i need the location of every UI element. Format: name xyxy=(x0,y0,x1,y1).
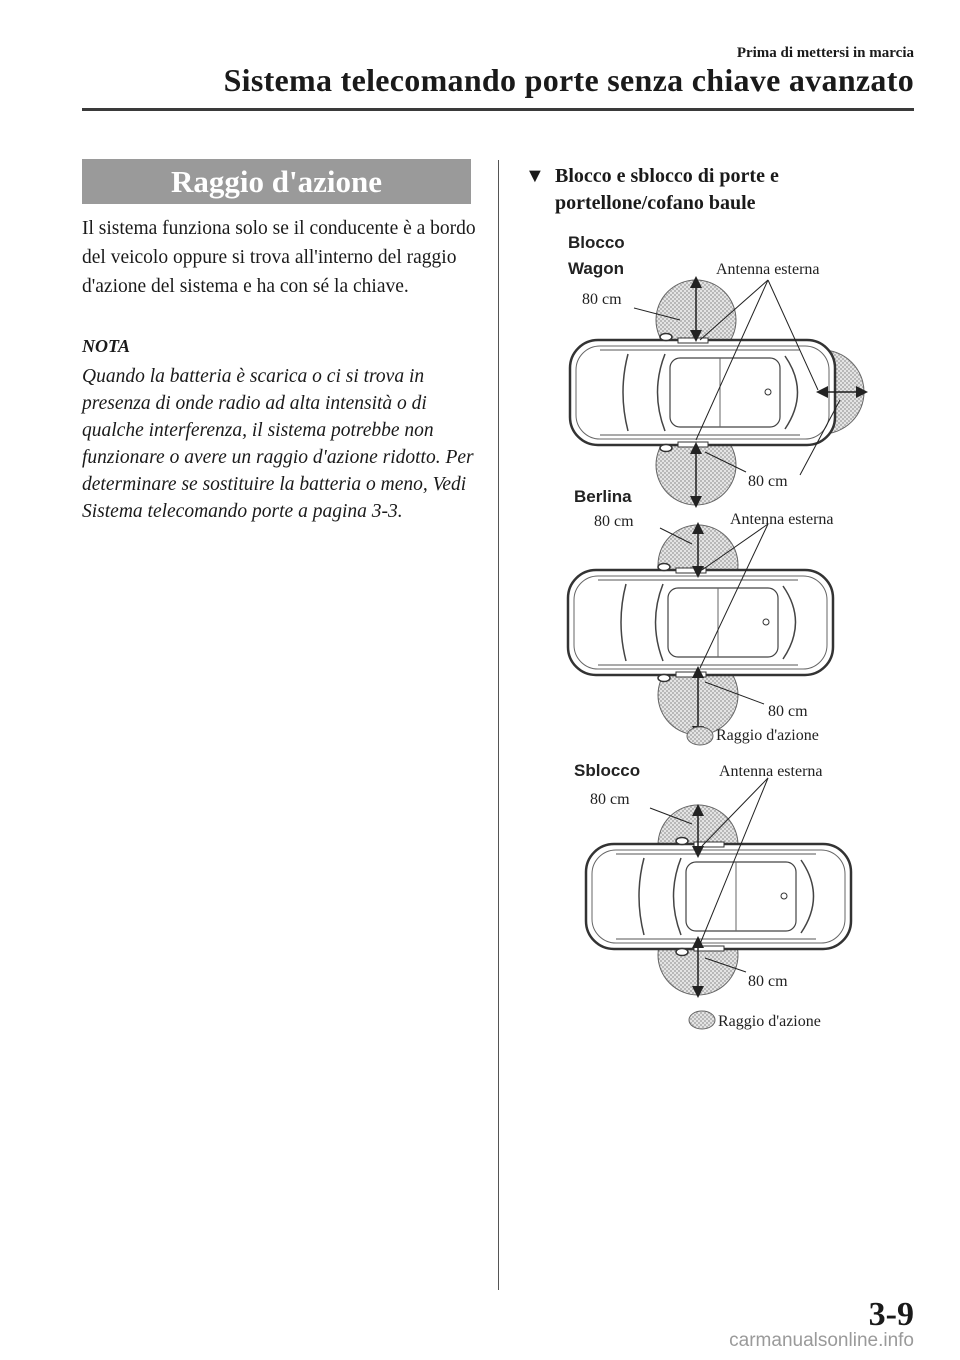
subsection-heading xyxy=(525,163,915,217)
note-paragraph: Quando la batteria è scarica o ci si trova in presenza di onde radio ad alta intensità o di qualche interferenza, il sistema potrebbe non funzionare o avere un raggio d'azione ridotto. Per determinare se sostituire la batteria o meno, Vedi Sistema telecomando porte a pagina 3-3. xyxy=(82,366,474,522)
page-number: 3-9 xyxy=(868,1296,914,1333)
range-legend-label: Raggio d'azione xyxy=(718,1013,821,1030)
note-label: NOTA xyxy=(82,336,131,356)
sedan-lock-group xyxy=(568,487,834,745)
wagon-lock-group xyxy=(568,233,864,505)
sedan-label: Berlina xyxy=(574,487,632,506)
antenna-label: Antenna esterna xyxy=(719,763,823,780)
wagon-lock-label-line1: Blocco xyxy=(568,233,625,252)
distance-label: 80 cm xyxy=(748,973,788,990)
distance-label: 80 cm xyxy=(582,291,622,308)
header-divider xyxy=(82,108,914,111)
body-paragraph: Il sistema funziona solo se il conducente è a bordo del veicolo oppure si trova all'interno del raggio d'azione del sistema e ha con sé la chiave. xyxy=(82,218,476,297)
column-divider xyxy=(498,160,499,1290)
range-legend-swatch xyxy=(689,1011,715,1029)
subsection-heading-text: Blocco e sblocco di porte e portellone/cofano baule xyxy=(555,165,779,214)
unlock-label: Sblocco xyxy=(574,761,641,780)
chapter-subtitle: Prima di mettersi in marcia xyxy=(736,45,914,61)
wagon-lock-label-line2: Wagon xyxy=(568,259,625,278)
section-title: Raggio d'azione xyxy=(82,159,471,204)
range-legend-label: Raggio d'azione xyxy=(716,727,819,744)
distance-label: 80 cm xyxy=(748,473,788,490)
distance-label: 80 cm xyxy=(590,791,630,808)
distance-label: 80 cm xyxy=(594,513,634,530)
page-title: Sistema telecomando porte senza chiave avanzato xyxy=(223,62,914,98)
triangle-marker-icon: ▼ xyxy=(525,165,545,187)
range-legend-swatch xyxy=(687,727,713,745)
keyless-range-diagram xyxy=(500,220,880,1050)
antenna-label: Antenna esterna xyxy=(716,261,820,278)
watermark: carmanualsonline.info xyxy=(729,1330,914,1351)
unlock-group xyxy=(574,761,851,1030)
antenna-label: Antenna esterna xyxy=(730,511,834,528)
distance-label: 80 cm xyxy=(768,703,808,720)
